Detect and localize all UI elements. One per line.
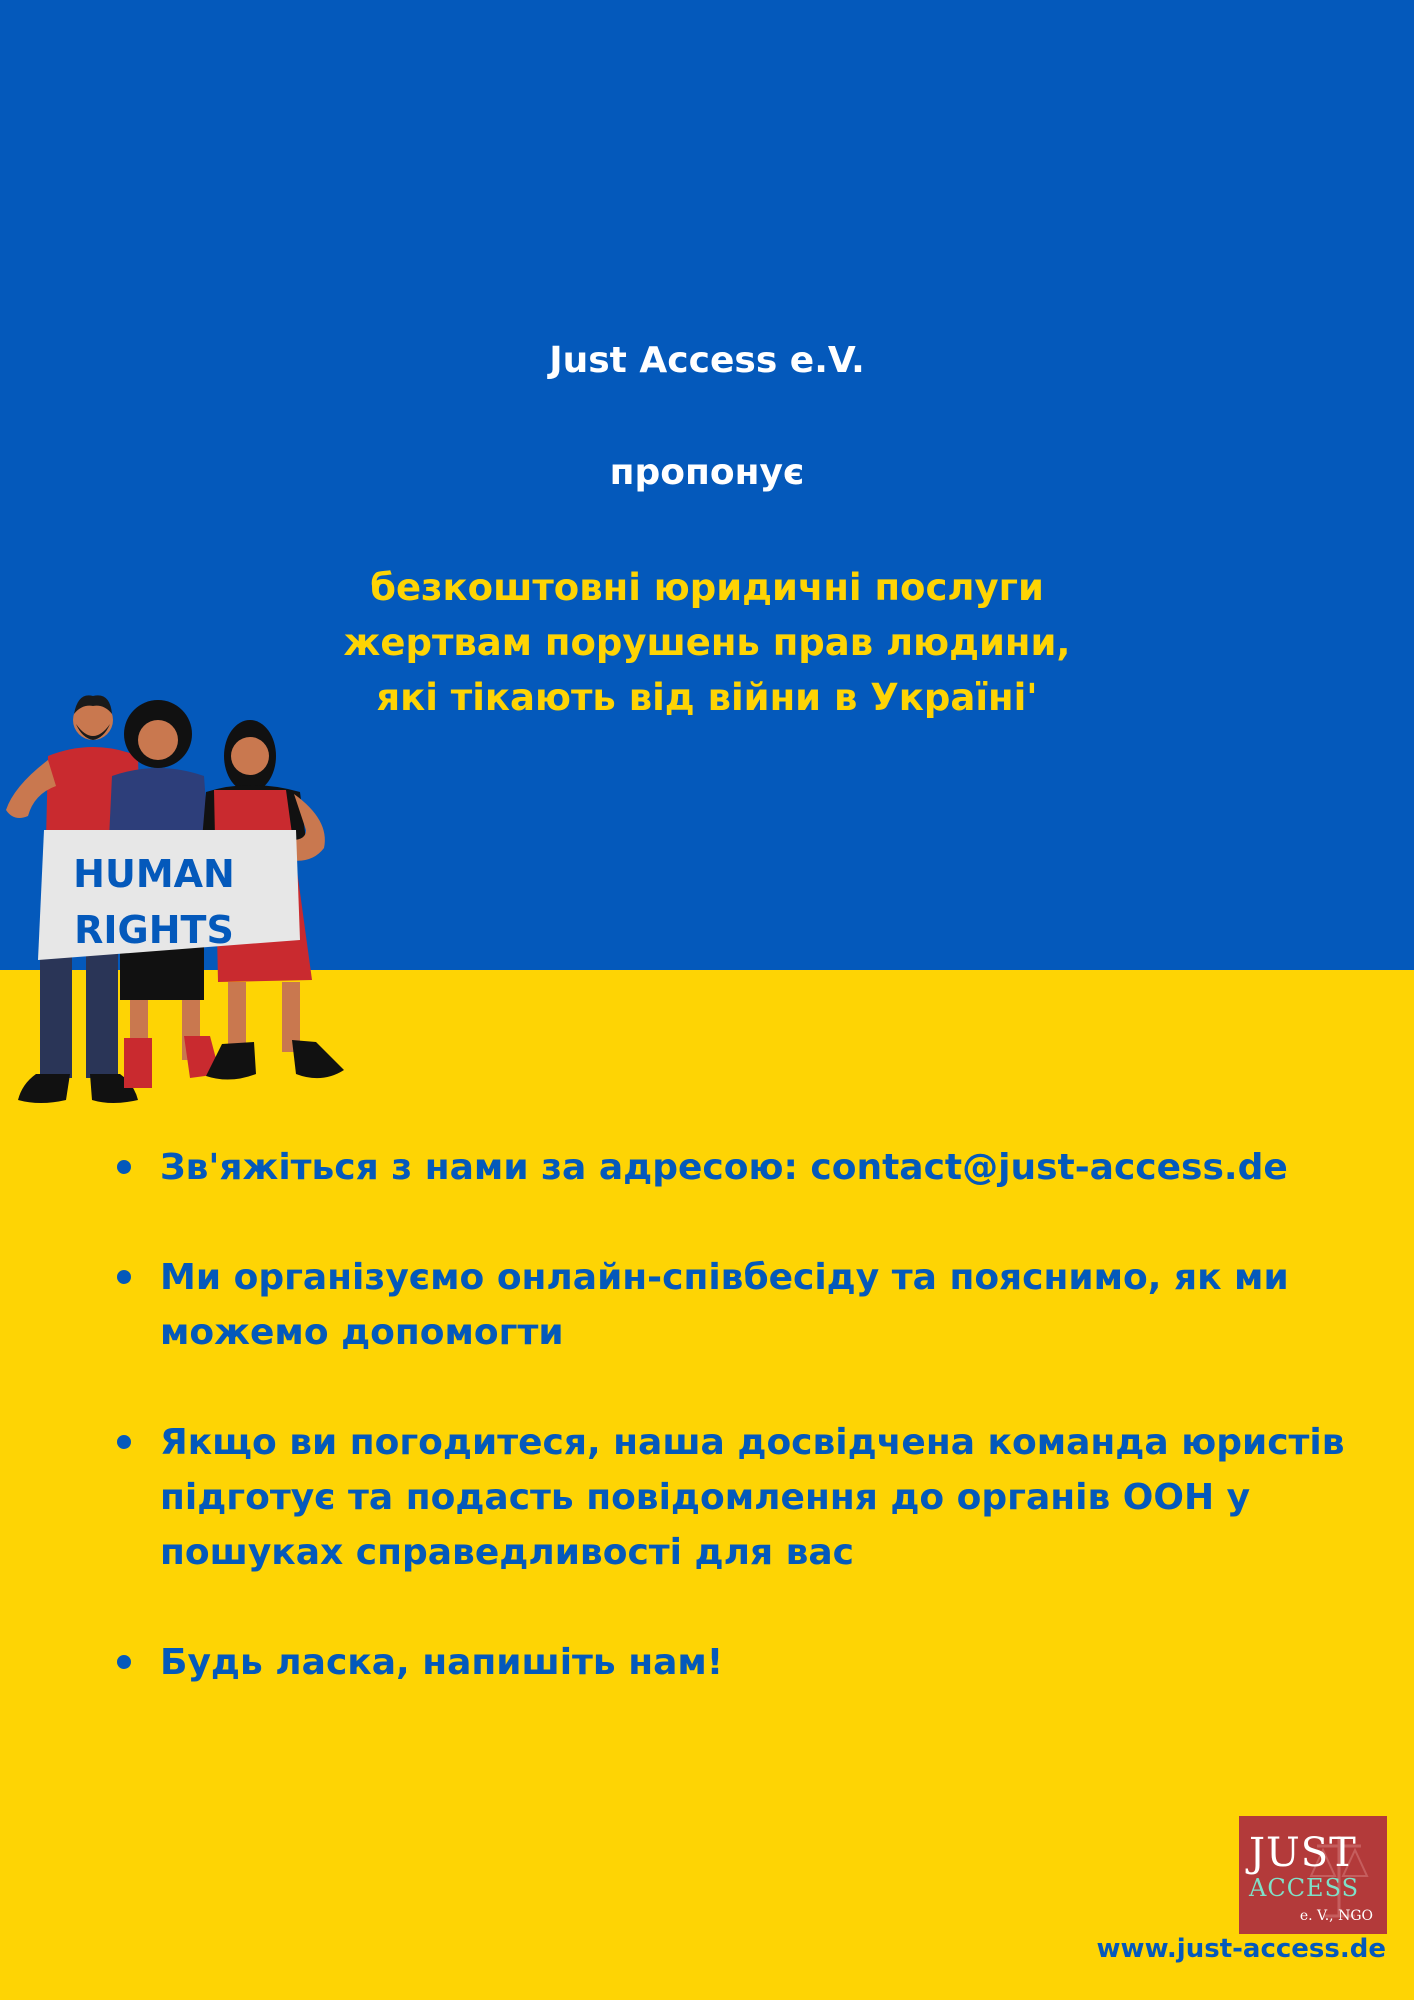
woman-right-leg-left [228,982,246,1052]
bullet-dot-icon [117,1655,131,1669]
bullet-dot-icon [117,1160,131,1174]
services-line: які тікають від війни в Україні' [376,676,1038,719]
woman-middle-head [138,720,178,760]
list-item [110,1250,1360,1360]
bullet-dot-icon [117,1270,131,1284]
info-bullet-list [110,1140,1360,1745]
just-access-logo [1239,1816,1387,1934]
sign-line-human: HUMAN [73,852,235,896]
woman-right-head [231,737,269,775]
man-shoe-left [18,1074,70,1103]
website-link[interactable]: www.just-access.de [1096,1934,1386,1964]
sign-line-rights: RIGHTS [74,908,234,952]
man-leg-right [86,940,118,1078]
services-line: жертвам порушень прав людини, [343,621,1071,664]
man-leg-left [40,940,72,1078]
list-item [110,1415,1360,1580]
logo-ngo-text: e. V., NGO [1299,1908,1373,1924]
list-item [110,1140,1360,1195]
bullet-dot-icon [117,1435,131,1449]
protest-sign-text [44,846,264,958]
woman-middle-boot-left [124,1038,152,1088]
organization-title: Just Access e.V. [549,340,865,381]
logo-just-text: JUST [1249,1830,1357,1876]
woman-right-shoe-right [292,1040,344,1078]
bullet-text: Ми організуємо онлайн-співбесіду та пояснимо, як ми можемо допомогти [160,1257,1289,1353]
bullet-text: Зв'яжіться з нами за адресою: contact@just-access.de [160,1147,1288,1188]
list-item [110,1635,1360,1690]
bullet-text: Будь ласка, напишіть нам! [160,1642,724,1683]
services-line: безкоштовні юридичні послуги [370,566,1044,609]
offers-text: пропонує [609,452,805,493]
logo-access-text: ACCESS [1249,1874,1360,1902]
bullet-text: Якщо ви погодитеся, наша досвідчена команда юристів підготує та подасть повідомлення до органів ООН у пошуках справедливості для вас [160,1422,1345,1573]
